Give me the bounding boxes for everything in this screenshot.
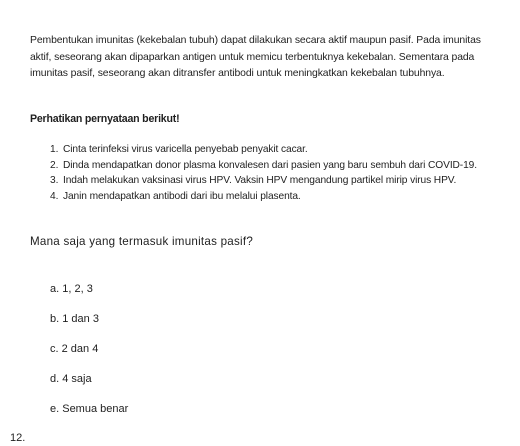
- statement-text: Indah melakukan vaksinasi virus HPV. Vaksin HPV mengandung partikel mirip virus HPV.: [63, 175, 457, 186]
- statement-list: [50, 142, 510, 204]
- statement-text: Janin mendapatkan antibodi dari ibu melalui plasenta.: [63, 190, 301, 202]
- statement-text: Cinta terinfeksi virus varicella penyebab penyakit cacar.: [63, 144, 308, 155]
- statements-heading: Perhatikan pernyataan berikut!: [30, 113, 180, 125]
- statement-number: 1.: [50, 144, 59, 155]
- statement-item: [50, 142, 510, 158]
- statement-number: 4.: [50, 190, 59, 202]
- question-text: Mana saja yang termasuk imunitas pasif?: [30, 235, 254, 248]
- option-a[interactable]: a. 1, 2, 3: [50, 283, 93, 295]
- statement-text: Dinda mendapatkan donor plasma konvalesen dari pasien yang baru sembuh dari COVID-19.: [63, 159, 477, 171]
- option-e[interactable]: e. Semua benar: [50, 403, 129, 415]
- option-d[interactable]: d. 4 saja: [50, 373, 92, 385]
- statement-item: [50, 158, 510, 174]
- statement-item: [50, 173, 510, 189]
- answer-options: [50, 281, 128, 431]
- statement-item: [50, 189, 510, 205]
- option-c[interactable]: c. 2 dan 4: [50, 343, 99, 355]
- statement-number: 3.: [50, 175, 59, 186]
- statement-number: 2.: [50, 159, 59, 171]
- option-b[interactable]: b. 1 dan 3: [50, 313, 99, 325]
- intro-paragraph: Pembentukan imunitas (kekebalan tubuh) dapat dilakukan secara aktif maupun pasif. Pada imunitas aktif, seseorang akan dipaparkan antigen untuk memicu terbentuknya kekebalan. Sementara pada imunitas pasif, seseorang akan ditransfer antibodi untuk meningkatkan kekebalan tubuhnya.: [30, 35, 481, 79]
- next-question-number: 12.: [10, 432, 26, 444]
